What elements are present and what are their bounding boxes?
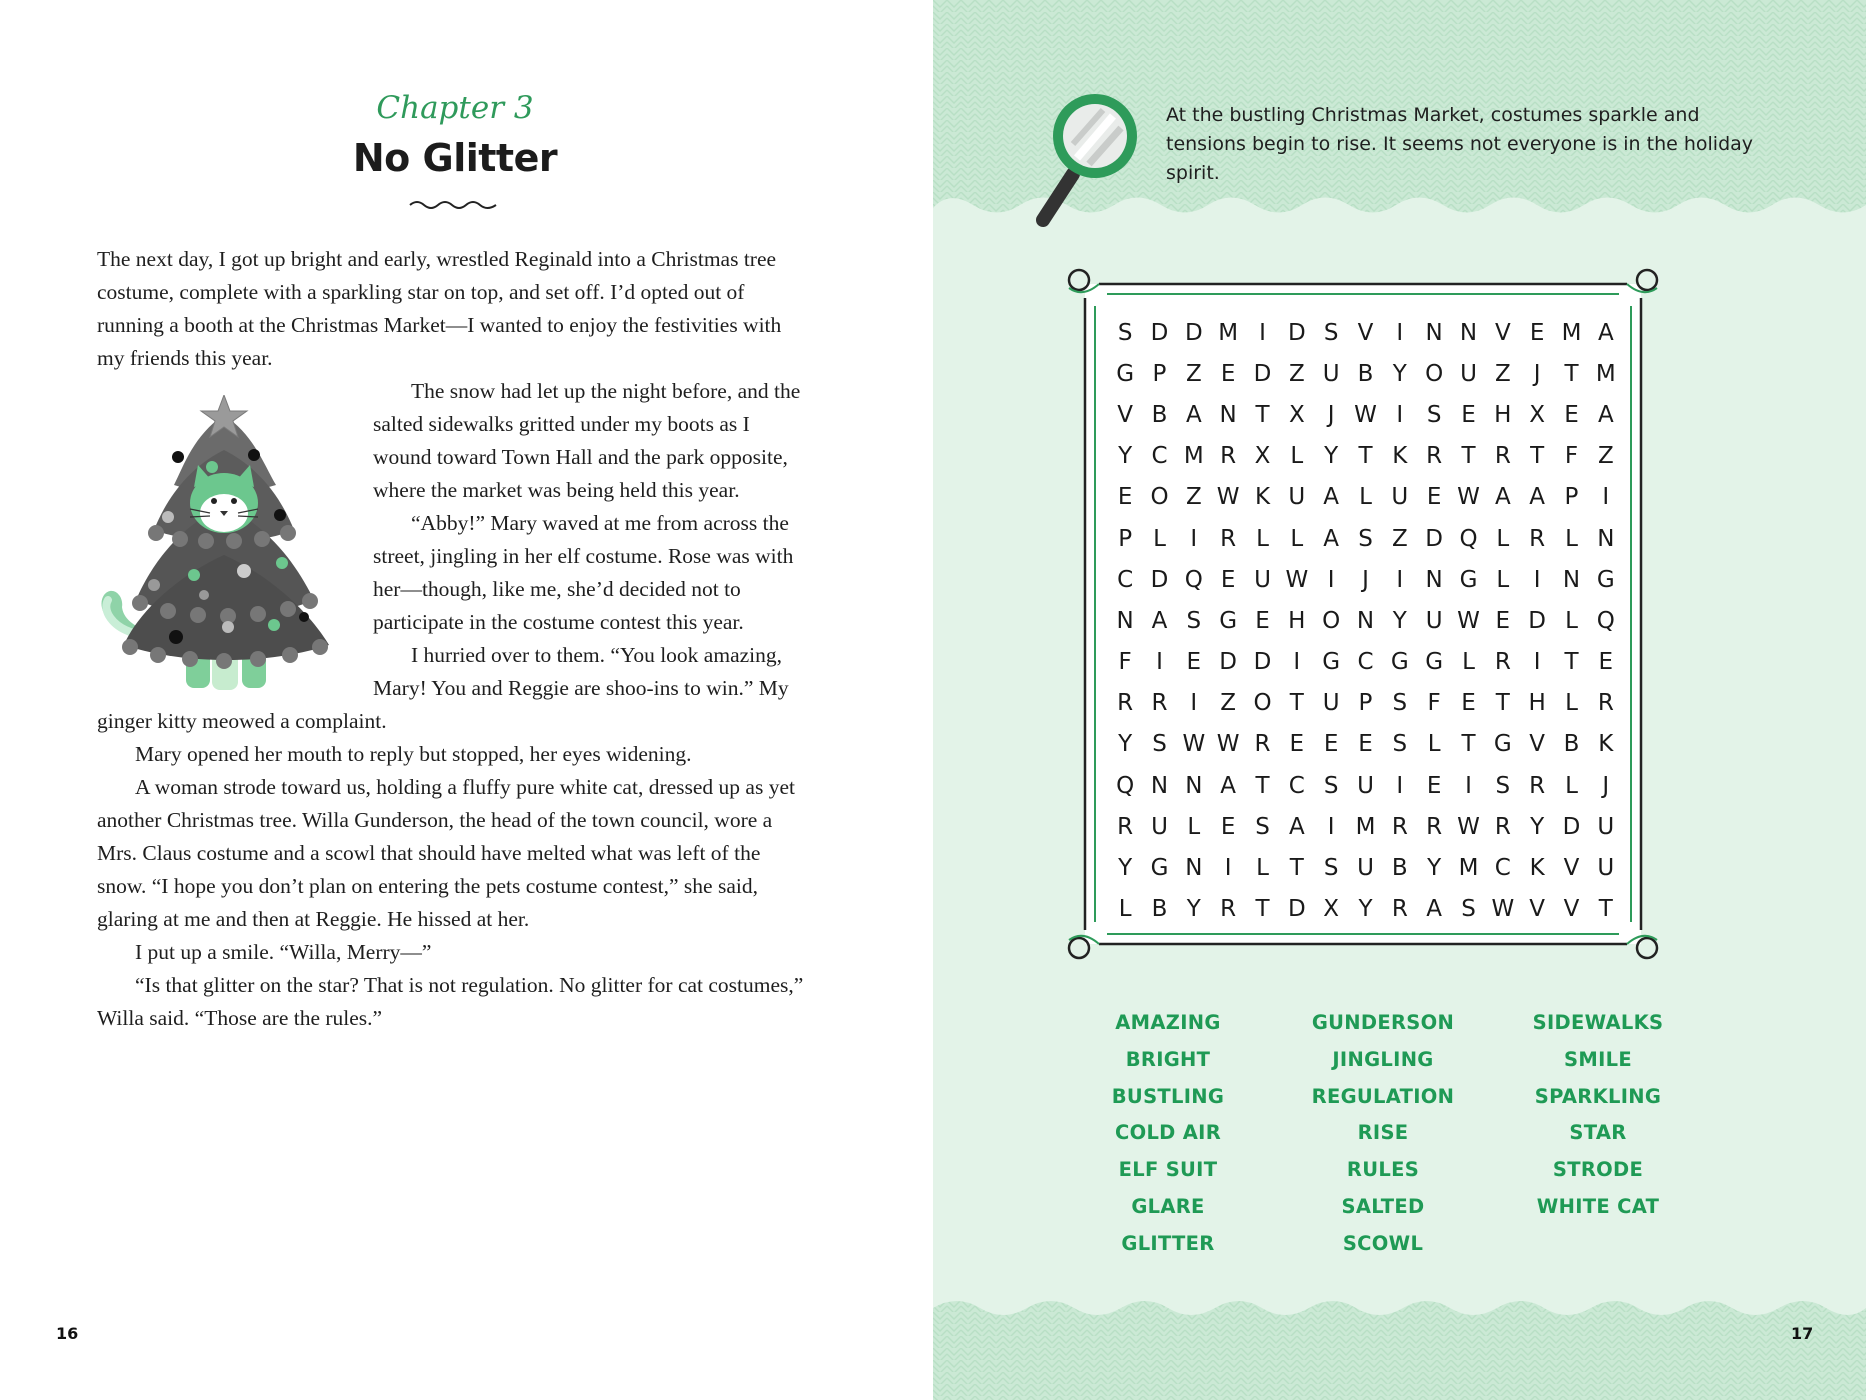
grid-letter: F xyxy=(1427,690,1441,717)
paragraph: The snow had let up the night before, and the salted sidewalks gritted under my boots as I wound toward Town Hall and the park opposite, where the market was being held this year. xyxy=(373,379,801,502)
grid-letter: X xyxy=(1288,401,1305,428)
word-item: GUNDERSON xyxy=(1311,1011,1455,1034)
word-item: STRODE xyxy=(1552,1158,1644,1182)
grid-letter: S xyxy=(1461,896,1476,923)
grid-letter: L xyxy=(1565,525,1578,552)
word-item: SIDEWALKS xyxy=(1532,1011,1664,1034)
word-column xyxy=(1288,1005,1478,1263)
grid-letter: L xyxy=(1496,525,1510,552)
grid-letter: T xyxy=(1358,443,1373,470)
grid-letter: G xyxy=(1425,649,1444,676)
grid-letter: R xyxy=(1220,896,1237,923)
grid-letter: S xyxy=(1426,401,1442,428)
grid-letter: T xyxy=(1255,772,1270,799)
page-number: 16 xyxy=(56,1324,79,1343)
grid-letter: S xyxy=(1117,319,1133,346)
grid-letter: B xyxy=(1357,360,1374,387)
grid-letter: V xyxy=(1529,731,1546,758)
grid-letter: L xyxy=(1462,649,1475,676)
grid-letter: N xyxy=(1116,607,1134,634)
grid-letter: Y xyxy=(1324,443,1339,470)
grid-letter: C xyxy=(1494,855,1511,882)
grid-letter: E xyxy=(1255,607,1270,634)
grid-letter: A xyxy=(1597,319,1614,346)
grid-letter: I xyxy=(1327,566,1335,593)
grid-letter: E xyxy=(1323,731,1339,758)
grid-letter: W xyxy=(1216,731,1240,758)
grid-letter: A xyxy=(1597,401,1614,428)
grid-letter: G xyxy=(1390,649,1409,676)
grid-letter: U xyxy=(1357,772,1374,799)
grid-letter: B xyxy=(1391,855,1408,882)
grid-letter: N xyxy=(1356,607,1375,634)
grid-letter: M xyxy=(1595,360,1616,387)
grid-letter: X xyxy=(1254,443,1271,470)
word-item: SCOWL xyxy=(1342,1231,1424,1255)
page-number: 17 xyxy=(1791,1324,1814,1343)
grid-letter: S xyxy=(1323,855,1339,882)
grid-letter: Z xyxy=(1288,360,1305,387)
word-column xyxy=(1503,1005,1693,1263)
grid-letter: E xyxy=(1426,484,1442,511)
grid-letter: Y xyxy=(1118,855,1133,882)
grid-letter: J xyxy=(1533,360,1541,387)
grid-letter: Q xyxy=(1116,772,1135,799)
grid-letter: N xyxy=(1425,319,1443,346)
paragraph: A woman strode toward us, holding a fluffy pure white cat, dressed up as yet another Christmas tree. Willa Gunderson, the head of the town council, wore a Mrs. Claus costume and a scowl that should have melted what was left of the snow. “I hope you don’t plan on entering the pets costume contest,” she said, glaring at me and then at Reggie. He hissed at her. xyxy=(97,775,795,931)
grid-letter: E xyxy=(1220,360,1236,387)
grid-letter: I xyxy=(1156,649,1163,676)
word-item: BUSTLING xyxy=(1111,1084,1225,1108)
grid-letter: R xyxy=(1391,896,1408,923)
grid-letter: N xyxy=(1562,566,1581,593)
grid-letter: S xyxy=(1323,772,1339,799)
word-item: RULES xyxy=(1346,1158,1420,1182)
grid-letter: D xyxy=(1528,607,1547,634)
grid-letter: R xyxy=(1529,772,1546,799)
grid-letter: D xyxy=(1184,319,1203,346)
grid-letter: U xyxy=(1425,607,1443,634)
grid-letter: R xyxy=(1117,813,1134,840)
grid-letter: Z xyxy=(1597,443,1614,470)
grid-letter: M xyxy=(1355,813,1376,840)
grid-letter: W xyxy=(1182,731,1206,758)
grid-letter: W xyxy=(1491,896,1515,923)
grid-letter: Z xyxy=(1185,484,1202,511)
grid-letter: I xyxy=(1602,484,1610,511)
grid-letter: E xyxy=(1564,401,1579,428)
grid-letter: E xyxy=(1495,607,1511,634)
grid-letter: V xyxy=(1563,855,1580,882)
grid-letter: D xyxy=(1562,813,1581,840)
grid-letter: V xyxy=(1529,896,1546,923)
grid-letter: A xyxy=(1426,896,1443,923)
grid-letter: O xyxy=(1425,360,1444,387)
grid-letter: L xyxy=(1565,690,1578,717)
paragraph: I hurried over to them. “You look amazing, Mary! You and Reggie are shoo-ins to win.” My ginger kitty meowed a complaint. xyxy=(97,643,789,733)
grid-letter: S xyxy=(1495,772,1511,799)
grid-letter: N xyxy=(1425,566,1443,593)
word-item: GLARE xyxy=(1131,1194,1205,1218)
grid-letter: L xyxy=(1496,566,1510,593)
magnifying-glass-icon xyxy=(1033,86,1153,236)
grid-letter: Z xyxy=(1220,690,1237,717)
grid-letter: U xyxy=(1322,360,1340,387)
grid-letter: I xyxy=(1533,649,1541,676)
grid-letter: T xyxy=(1530,443,1545,470)
grid-letter: L xyxy=(1256,525,1269,552)
word-item: COLD AIR xyxy=(1114,1121,1222,1145)
word-item: AMAZING xyxy=(1115,1011,1221,1034)
grid-letter: E xyxy=(1598,649,1614,676)
grid-letter: D xyxy=(1150,566,1169,593)
grid-letter: N xyxy=(1219,401,1237,428)
grid-letter: R xyxy=(1494,813,1511,840)
grid-letter: Y xyxy=(1186,896,1201,923)
grid-letter: R xyxy=(1597,690,1614,717)
grid-letter: E xyxy=(1186,649,1202,676)
grid-letter: I xyxy=(1465,772,1472,799)
grid-letter: I xyxy=(1533,566,1541,593)
grid-letter: Y xyxy=(1118,443,1133,470)
grid-letter: Y xyxy=(1392,607,1407,634)
grid-letter: B xyxy=(1151,896,1168,923)
grid-letter: T xyxy=(1255,896,1270,923)
grid-letter: A xyxy=(1494,484,1511,511)
grid-letter: I xyxy=(1259,319,1266,346)
grid-letter: O xyxy=(1150,484,1169,511)
grid-letter: R xyxy=(1426,813,1443,840)
grid-letter: E xyxy=(1529,319,1545,346)
grid-letter: P xyxy=(1358,690,1373,717)
word-item: ELF SUIT xyxy=(1118,1158,1218,1182)
word-column xyxy=(1073,1005,1263,1263)
grid-letter: S xyxy=(1186,607,1202,634)
grid-letter: F xyxy=(1118,649,1132,676)
word-list xyxy=(1073,1005,1693,1263)
grid-letter: A xyxy=(1288,813,1305,840)
grid-letter: N xyxy=(1150,772,1169,799)
grid-letter: U xyxy=(1288,484,1306,511)
grid-letter: J xyxy=(1602,772,1610,799)
word-item: SMILE xyxy=(1564,1047,1632,1071)
grid-letter: Y xyxy=(1358,896,1373,923)
grid-letter: K xyxy=(1392,443,1408,470)
grid-letter: S xyxy=(1392,731,1408,758)
grid-letter: P xyxy=(1152,360,1167,387)
chapter-title: No Glitter xyxy=(352,136,558,180)
grid-letter: G xyxy=(1219,607,1238,634)
grid-letter: Z xyxy=(1185,360,1202,387)
grid-letter: R xyxy=(1494,443,1511,470)
grid-letter: W xyxy=(1457,813,1480,840)
paragraph: I put up a smile. “Willa, Merry—” xyxy=(135,940,432,964)
grid-letter: H xyxy=(1528,690,1546,717)
grid-letter: A xyxy=(1151,607,1168,634)
grid-letter: F xyxy=(1564,443,1579,470)
grid-letter: Z xyxy=(1391,525,1408,552)
grid-letter: L xyxy=(1565,772,1578,799)
grid-letter: J xyxy=(1362,566,1369,593)
grid-letter: Y xyxy=(1427,855,1442,882)
grid-letter: U xyxy=(1151,813,1168,840)
grid-letter: C xyxy=(1288,772,1305,799)
grid-letter: L xyxy=(1118,896,1132,923)
grid-letter: M xyxy=(1561,319,1582,346)
grid-letter: E xyxy=(1461,690,1476,717)
grid-letter: R xyxy=(1391,813,1408,840)
grid-letter: E xyxy=(1289,731,1305,758)
grid-letter: Y xyxy=(1530,813,1545,840)
grid-letter: A xyxy=(1323,484,1340,511)
grid-letter: G xyxy=(1116,360,1135,387)
grid-letter: U xyxy=(1391,484,1409,511)
grid-letter: D xyxy=(1425,525,1444,552)
grid-letter: T xyxy=(1564,649,1579,676)
grid-letter: A xyxy=(1529,484,1546,511)
grid-letter: T xyxy=(1495,690,1510,717)
grid-letter: E xyxy=(1426,772,1442,799)
grid-letter: Q xyxy=(1459,525,1478,552)
paragraph: “Abby!” Mary waved at me from across the street, jingling in her elf costume. Rose was with her—though, like me, she’d decided not to participate in the costume contest this year. xyxy=(373,511,794,634)
grid-letter: P xyxy=(1564,484,1579,511)
grid-letter: L xyxy=(1153,525,1166,552)
grid-letter: I xyxy=(1190,525,1198,552)
chapter-label: Chapter 3 xyxy=(376,90,534,126)
grid-letter: D xyxy=(1287,319,1306,346)
paragraph: Mary opened her mouth to reply but stopped, her eyes widening. xyxy=(135,742,692,766)
grid-letter: I xyxy=(1396,319,1404,346)
grid-letter: A xyxy=(1323,525,1340,552)
grid-letter: B xyxy=(1563,731,1580,758)
grid-letter: U xyxy=(1254,566,1271,593)
grid-letter: W xyxy=(1285,566,1309,593)
paragraph: The next day, I got up bright and early, wrestled Reginald into a Christmas tree costume, complete with a sparkling star on top, and set off. I’d opted out of running a booth at the Christmas Market—I wanted to enjoy the festivities with my friends this year. xyxy=(97,247,782,370)
grid-letter: R xyxy=(1220,443,1237,470)
grid-letter: G xyxy=(1150,855,1169,882)
word-item: SALTED xyxy=(1341,1194,1425,1218)
grid-letter: I xyxy=(1327,813,1335,840)
grid-letter: E xyxy=(1358,731,1373,758)
grid-letter: T xyxy=(1598,896,1613,923)
grid-letter: K xyxy=(1598,731,1614,758)
grid-letter: W xyxy=(1354,401,1377,428)
grid-letter: S xyxy=(1255,813,1270,840)
grid-letter: S xyxy=(1392,690,1408,717)
grid-letter: N xyxy=(1597,525,1615,552)
grid-letter: C xyxy=(1151,443,1168,470)
grid-letter: O xyxy=(1253,690,1272,717)
grid-letter: T xyxy=(1461,731,1476,758)
grid-letter: T xyxy=(1461,443,1476,470)
grid-letter: L xyxy=(1290,525,1304,552)
grid-letter: W xyxy=(1216,484,1240,511)
grid-letter: C xyxy=(1357,649,1374,676)
grid-letter: L xyxy=(1565,607,1578,634)
grid-letter: N xyxy=(1185,772,1203,799)
grid-letter: J xyxy=(1327,401,1335,428)
grid-letter: E xyxy=(1461,401,1476,428)
grid-letter: K xyxy=(1254,484,1271,511)
word-item: WHITE CAT xyxy=(1536,1194,1660,1218)
grid-letter: L xyxy=(1187,813,1201,840)
grid-letter: S xyxy=(1152,731,1167,758)
grid-letter: R xyxy=(1220,525,1237,552)
grid-letter: W xyxy=(1457,607,1480,634)
grid-letter: L xyxy=(1290,443,1304,470)
grid-letter: G xyxy=(1493,731,1512,758)
word-item: BRIGHT xyxy=(1125,1047,1211,1071)
word-item: STAR xyxy=(1569,1121,1627,1145)
grid-letter: G xyxy=(1459,566,1478,593)
grid-letter: L xyxy=(1427,731,1441,758)
grid-letter: R xyxy=(1529,525,1546,552)
grid-letter: U xyxy=(1322,690,1340,717)
grid-letter: D xyxy=(1150,319,1169,346)
grid-letter: V xyxy=(1563,896,1580,923)
grid-letter: E xyxy=(1220,566,1236,593)
grid-letter: N xyxy=(1459,319,1478,346)
right-page xyxy=(933,0,1866,1400)
grid-letter: V xyxy=(1357,319,1374,346)
word-search-grid xyxy=(1108,312,1623,922)
word-item: REGULATION xyxy=(1311,1084,1455,1108)
grid-letter: C xyxy=(1117,566,1134,593)
grid-letter: A xyxy=(1185,401,1202,428)
grid-letter: U xyxy=(1597,813,1615,840)
grid-letter: R xyxy=(1117,690,1134,717)
grid-letter: U xyxy=(1357,855,1374,882)
grid-letter: M xyxy=(1183,443,1204,470)
grid-letter: R xyxy=(1426,443,1443,470)
grid-letter: T xyxy=(1289,690,1304,717)
grid-letter: B xyxy=(1151,401,1168,428)
grid-letter: N xyxy=(1185,855,1203,882)
grid-letter: X xyxy=(1529,401,1546,428)
grid-letter: Q xyxy=(1596,607,1615,634)
grid-letter: L xyxy=(1256,855,1269,882)
grid-letter: R xyxy=(1151,690,1168,717)
grid-letter: T xyxy=(1255,401,1270,428)
grid-letter: U xyxy=(1597,855,1615,882)
grid-letter: I xyxy=(1190,690,1198,717)
grid-letter: S xyxy=(1323,319,1339,346)
grid-letter: S xyxy=(1358,525,1373,552)
grid-letter: K xyxy=(1529,855,1545,882)
grid-letter: V xyxy=(1494,319,1511,346)
puzzle-intro: At the bustling Christmas Market, costumes sparkle and tensions begin to rise. It seems not everyone is in the holiday spirit. xyxy=(1166,104,1754,184)
grid-letter: T xyxy=(1289,855,1304,882)
grid-letter: X xyxy=(1323,896,1340,923)
grid-letter: Q xyxy=(1184,566,1203,593)
cat-tree-costume-illustration xyxy=(94,395,354,705)
grid-letter: U xyxy=(1460,360,1477,387)
grid-letter: I xyxy=(1396,401,1404,428)
grid-letter: I xyxy=(1396,772,1404,799)
grid-letter: I xyxy=(1224,855,1232,882)
grid-letter: W xyxy=(1457,484,1480,511)
flourish-divider xyxy=(408,198,498,212)
grid-letter: Z xyxy=(1494,360,1511,387)
grid-letter: M xyxy=(1458,855,1479,882)
grid-letter: V xyxy=(1117,401,1134,428)
grid-letter: H xyxy=(1494,401,1512,428)
knit-pattern-bottom xyxy=(933,1300,1866,1400)
grid-letter: D xyxy=(1287,896,1306,923)
word-item: GLITTER xyxy=(1121,1231,1215,1255)
grid-letter: E xyxy=(1117,484,1133,511)
paragraph: “Is that glitter on the star? That is not regulation. No glitter for cat costumes,” Willa said. “Those are the rules.” xyxy=(97,973,804,1030)
grid-letter: Y xyxy=(1392,360,1407,387)
grid-letter: I xyxy=(1293,649,1301,676)
grid-letter: I xyxy=(1396,566,1404,593)
grid-letter: P xyxy=(1118,525,1133,552)
grid-letter: A xyxy=(1220,772,1237,799)
grid-letter: G xyxy=(1596,566,1615,593)
grid-letter: R xyxy=(1254,731,1271,758)
grid-letter: G xyxy=(1322,649,1341,676)
grid-letter: L xyxy=(1359,484,1372,511)
grid-letter: R xyxy=(1494,649,1511,676)
grid-letter: D xyxy=(1253,360,1272,387)
word-item: RISE xyxy=(1357,1121,1409,1145)
grid-letter: T xyxy=(1564,360,1579,387)
grid-letter: E xyxy=(1220,813,1236,840)
grid-letter: M xyxy=(1218,319,1239,346)
grid-letter: D xyxy=(1219,649,1238,676)
grid-letter: Y xyxy=(1118,731,1133,758)
grid-letter: H xyxy=(1288,607,1306,634)
word-item: SPARKLING xyxy=(1534,1084,1662,1108)
grid-letter: D xyxy=(1253,649,1272,676)
word-item: JINGLING xyxy=(1332,1047,1434,1071)
grid-letter: O xyxy=(1322,607,1341,634)
